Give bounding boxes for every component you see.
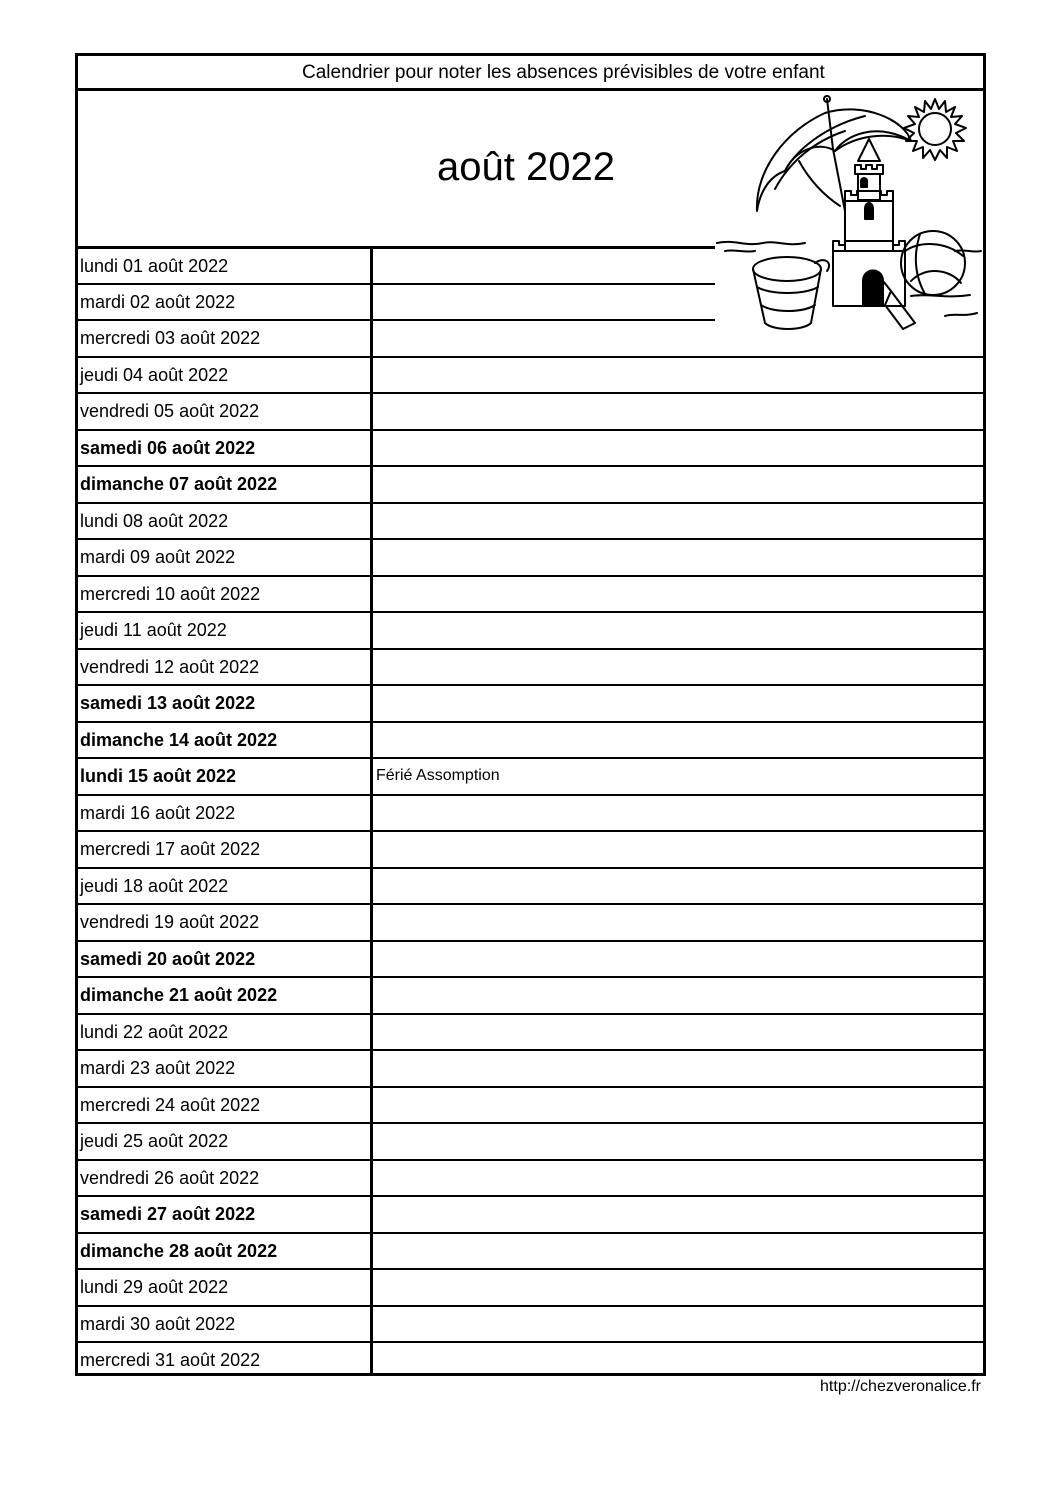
day-row (78, 392, 983, 429)
beach-ball-icon (901, 231, 965, 295)
day-row (78, 465, 983, 502)
header-bar (78, 56, 983, 91)
day-row (78, 794, 983, 831)
day-label: jeudi 11 août 2022 (80, 620, 227, 640)
day-row (78, 538, 983, 575)
day-row (78, 1305, 983, 1342)
day-label: samedi 27 août 2022 (80, 1204, 256, 1224)
day-row (78, 1159, 983, 1196)
day-label: dimanche 14 août 2022 (80, 729, 278, 750)
calendar-sheet (75, 53, 986, 1376)
header-title: Calendrier pour noter les absences prévisibles de votre enfant (302, 62, 825, 83)
day-row (78, 1341, 983, 1378)
day-label: vendredi 19 août 2022 (80, 912, 260, 932)
day-label: mardi 30 août 2022 (80, 1313, 236, 1334)
day-rows (78, 246, 983, 1378)
day-row (78, 721, 983, 758)
day-label: vendredi 12 août 2022 (80, 656, 260, 677)
day-row (78, 356, 983, 393)
day-label: mercredi 31 août 2022 (80, 1350, 261, 1370)
day-row (78, 1086, 983, 1123)
day-row (78, 1122, 983, 1159)
day-label: dimanche 28 août 2022 (80, 1240, 278, 1261)
day-label: jeudi 18 août 2022 (80, 875, 229, 896)
day-row (78, 1013, 983, 1050)
bucket-icon (753, 257, 829, 329)
day-label: samedi 06 août 2022 (80, 437, 256, 458)
day-label: vendredi 26 août 2022 (80, 1167, 260, 1188)
day-label: samedi 13 août 2022 (80, 693, 256, 713)
day-row (78, 502, 983, 539)
day-label: mardi 09 août 2022 (80, 547, 236, 567)
day-row (78, 1049, 983, 1086)
day-label: mardi 16 août 2022 (80, 802, 236, 823)
day-label: jeudi 04 août 2022 (80, 364, 229, 385)
day-label: samedi 20 août 2022 (80, 948, 256, 969)
day-label: mardi 23 août 2022 (80, 1058, 236, 1078)
sandcastle-icon (833, 139, 905, 306)
day-row (78, 940, 983, 977)
footer-link[interactable]: http://chezveronalice.fr (820, 1378, 981, 1395)
day-label: mercredi 24 août 2022 (80, 1094, 261, 1115)
day-label: mardi 02 août 2022 (80, 291, 236, 312)
day-row (78, 757, 983, 794)
day-label: jeudi 25 août 2022 (80, 1131, 229, 1151)
day-row (78, 830, 983, 867)
day-label: lundi 01 août 2022 (80, 256, 229, 276)
day-row (78, 903, 983, 940)
day-label: mercredi 17 août 2022 (80, 839, 261, 859)
day-row (78, 1232, 983, 1269)
beach-sandcastle-illustration (715, 91, 983, 331)
day-label: vendredi 05 août 2022 (80, 401, 260, 421)
day-row (78, 648, 983, 685)
sea-waves-icon (717, 242, 981, 316)
sun-icon (904, 99, 966, 160)
day-row (78, 684, 983, 721)
day-label: dimanche 21 août 2022 (80, 985, 278, 1005)
day-label: mercredi 03 août 2022 (80, 328, 261, 348)
day-label: mercredi 10 août 2022 (80, 583, 261, 604)
day-row (78, 976, 983, 1013)
day-row (78, 1268, 983, 1305)
day-row (78, 575, 983, 612)
month-title: août 2022 (437, 145, 615, 189)
day-label: lundi 29 août 2022 (80, 1277, 229, 1297)
day-row (78, 611, 983, 648)
day-label: lundi 08 août 2022 (80, 510, 229, 531)
day-row (78, 429, 983, 466)
day-note[interactable]: Férié Assomption (376, 767, 500, 784)
day-label: lundi 22 août 2022 (80, 1021, 229, 1042)
day-row (78, 867, 983, 904)
day-row (78, 1195, 983, 1232)
day-label: lundi 15 août 2022 (80, 766, 237, 786)
day-label: dimanche 07 août 2022 (80, 474, 278, 494)
